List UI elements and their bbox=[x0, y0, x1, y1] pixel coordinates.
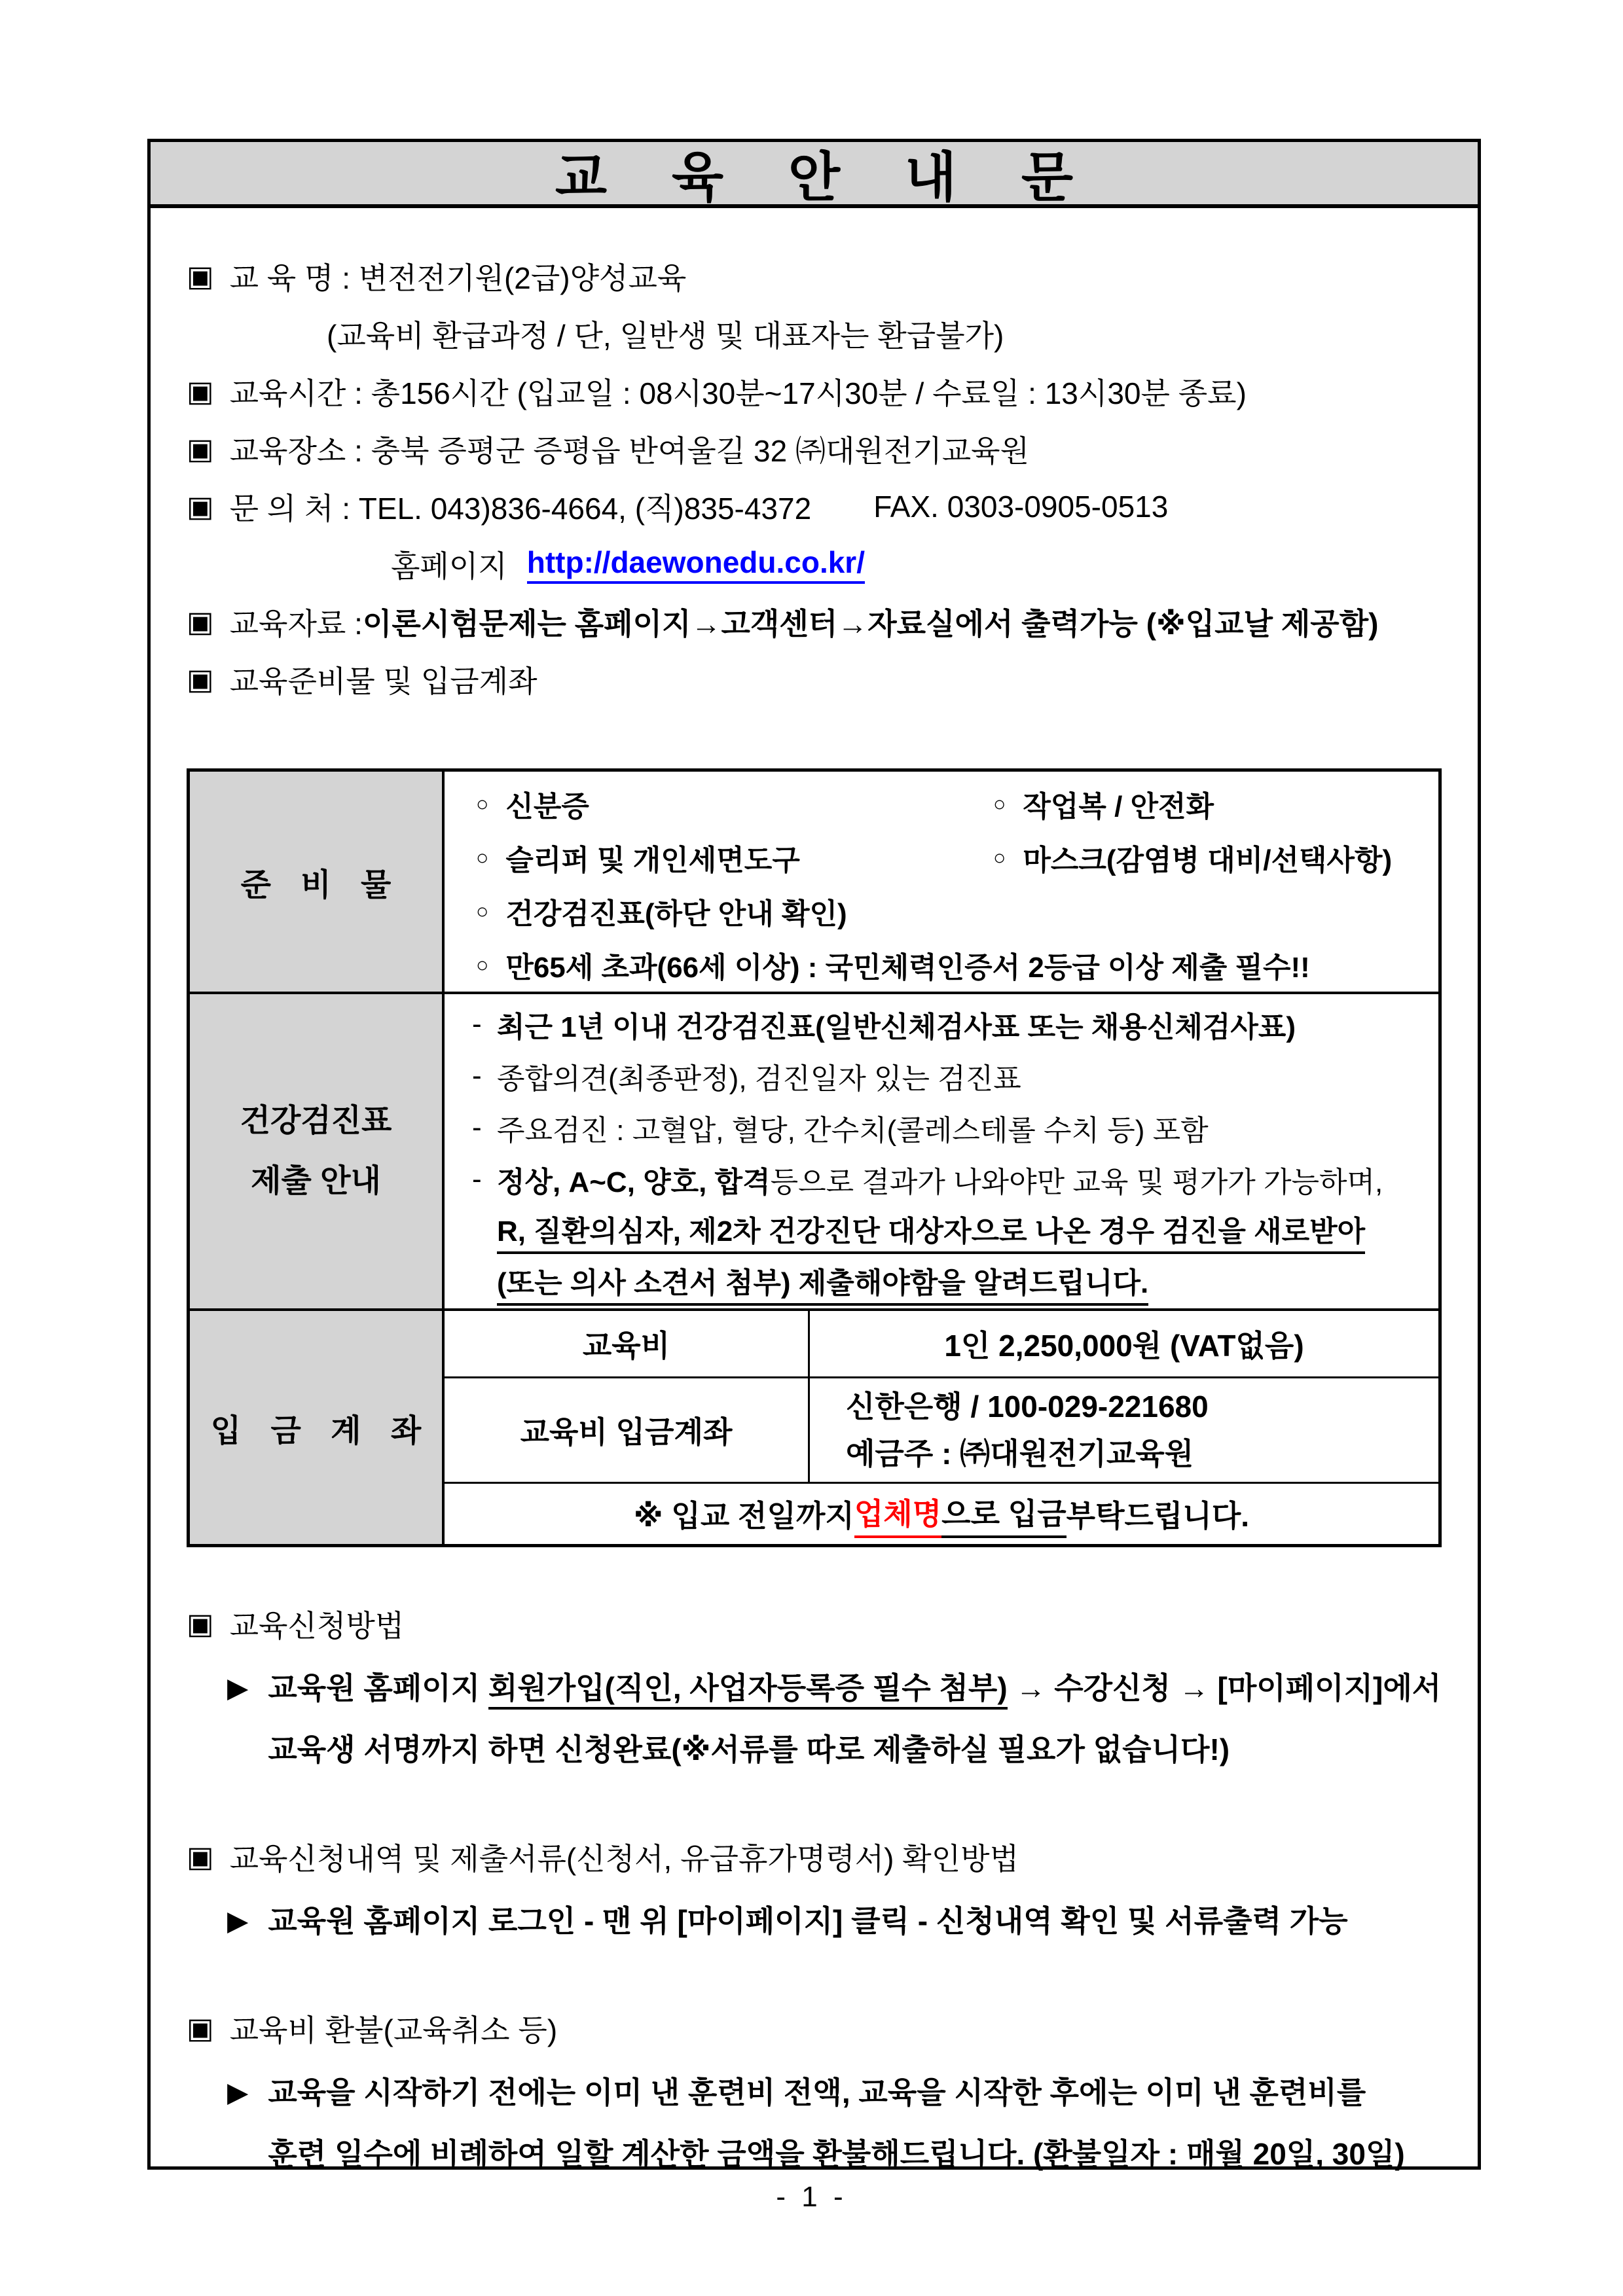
refund-heading-line bbox=[187, 1999, 1442, 2058]
check-heading-line bbox=[187, 1827, 1442, 1886]
section-refund bbox=[187, 1999, 1442, 2185]
apply-line2: 교육생 서명까지 하면 신청완료(※서류를 따로 제출하실 필요가 없습니다!) bbox=[268, 1732, 1230, 1767]
prep-account-heading: 교육준비물 및 입금계좌 bbox=[229, 664, 538, 698]
section-apply bbox=[187, 1594, 1442, 1780]
refund-heading: 교육비 환불(교육취소 등) bbox=[229, 2013, 558, 2047]
prep-item: 신분증 bbox=[505, 791, 589, 823]
course-time-line bbox=[187, 363, 1442, 420]
health-header-line1: 건강검진표 bbox=[240, 1103, 392, 1138]
prep-item-row bbox=[445, 831, 1438, 884]
health-detail-line bbox=[445, 1153, 1438, 1205]
check-line1: 교육원 홈페이지 로그인 - 맨 위 [마이페이지] 클릭 - 신청내역 확인 및 서류출력 가능 bbox=[268, 1904, 1348, 1938]
course-time: 교육시간 : 총156시간 (입교일 : 08시30분~17시30분 / 수료일 : 13시30분 종료) bbox=[229, 376, 1247, 410]
deposit-note-row bbox=[445, 1484, 1438, 1544]
section-marker-icon: ▣ bbox=[187, 1607, 214, 1640]
deposit-note-company: 업체명 bbox=[854, 1490, 941, 1538]
apply-heading: 교육신청방법 bbox=[229, 1609, 405, 1643]
apply-line1-post: → 수강신청 → [마이페이지]에서 bbox=[1007, 1671, 1442, 1705]
section-marker-icon: ▣ bbox=[187, 605, 214, 638]
bank-account-holder: 예금주 : ㈜대원전기교육원 bbox=[846, 1437, 1194, 1471]
fee-label-cell: 교육비 bbox=[445, 1311, 810, 1376]
bank-account-label-cell: 교육비 입금계좌 bbox=[445, 1378, 810, 1482]
prep-account-heading-line bbox=[187, 651, 1442, 708]
material-label: 교육자료 : bbox=[229, 607, 363, 641]
deposit-note bbox=[445, 1484, 1438, 1544]
course-name-line bbox=[187, 247, 1442, 305]
health-detail-line bbox=[445, 1205, 1438, 1257]
contact-fax: FAX. 0303-0905-0513 bbox=[873, 490, 1169, 524]
prep-header-cell: 준 비 물 bbox=[190, 772, 445, 992]
prep-item: 건강검진표(하단 안내 확인) bbox=[505, 898, 847, 930]
check-bullet bbox=[187, 1890, 1442, 1952]
document-frame bbox=[147, 139, 1481, 2170]
course-name-note-line bbox=[187, 305, 1442, 363]
health-detail-text-bold: 정상, A~C, 양호, 합격 bbox=[497, 1166, 771, 1198]
prep-item: 만65세 초과(66세 이상) : 국민체력인증서 2등급 이상 제출 필수!! bbox=[505, 952, 1310, 984]
fee-row bbox=[445, 1311, 1438, 1378]
apply-heading-line bbox=[187, 1594, 1442, 1653]
health-detail-text: 등으로 결과가 나와야만 교육 및 평가가 가능하며, bbox=[770, 1166, 1383, 1198]
prep-item-row bbox=[445, 884, 1438, 938]
apply-line1-underline: 회원가입(직인, 사업자등록증 필수 첨부) bbox=[488, 1671, 1008, 1710]
material-value: 이론시험문제는 홈페이지→고객센터→자료실에서 출력가능 (※입교날 제공함) bbox=[362, 607, 1379, 641]
health-detail-line bbox=[445, 1102, 1438, 1153]
prep-items-cell bbox=[445, 772, 1438, 992]
refund-bullet bbox=[187, 2062, 1442, 2185]
health-detail-line bbox=[445, 1050, 1438, 1102]
prep-item-row bbox=[445, 938, 1438, 992]
table-row-preparation bbox=[190, 772, 1438, 994]
bank-account-number: 신한은행 / 100-029-221680 bbox=[846, 1390, 1209, 1424]
prep-item-row bbox=[445, 777, 1438, 831]
circle-bullet-icon: ○ bbox=[476, 899, 489, 923]
prep-item: 슬리퍼 및 개인세면도구 bbox=[505, 844, 800, 876]
homepage-line bbox=[187, 535, 1442, 593]
apply-line1 bbox=[268, 1657, 1441, 1719]
section-check bbox=[187, 1827, 1442, 1952]
deposit-note-suffix: 부탁드립니다. bbox=[1066, 1499, 1250, 1533]
deposit-note-underline: 으로 입금 bbox=[941, 1490, 1067, 1538]
section-marker-icon: ▣ bbox=[187, 663, 214, 696]
health-detail-text: 주요검진 : 고혈압, 혈당, 간수치(콜레스테롤 수치 등) 포함 bbox=[497, 1114, 1209, 1147]
check-heading: 교육신청내역 및 제출서류(신청서, 유급휴가명령서) 확인방법 bbox=[229, 1842, 1019, 1876]
circle-bullet-icon: ○ bbox=[476, 952, 489, 977]
course-place-line bbox=[187, 420, 1442, 478]
health-detail-text-underline: (또는 의사 소견서 첨부) 제출해야함을 알려드립니다. bbox=[497, 1259, 1148, 1306]
health-detail-text: 종합의견(최종판정), 검진일자 있는 검진표 bbox=[497, 1062, 1021, 1095]
page-number: - 1 - bbox=[776, 2181, 847, 2213]
arrow-bullet-icon: ▶ bbox=[227, 1905, 249, 1936]
refund-line2: 훈련 일수에 비례하여 일할 계산한 금액을 환불해드립니다. (환불일자 : 매월 20일, 30일) bbox=[268, 2137, 1405, 2171]
health-detail-text-underline: R, 질환의심자, 제2차 건강진단 대상자으로 나온 경우 검진을 새로받아 bbox=[497, 1208, 1365, 1254]
section-marker-icon: ▣ bbox=[187, 2012, 214, 2045]
refund-bullet-text bbox=[268, 2062, 1404, 2185]
bank-account-value-cell bbox=[810, 1378, 1438, 1482]
course-name: 교 육 명 : 변전전기원(2급)양성교육 bbox=[229, 261, 687, 295]
table-row-bank-account bbox=[190, 1311, 1438, 1544]
dash-bullet-icon: - bbox=[472, 1111, 482, 1143]
prep-item: 마스크(감염병 대비/선택사항) bbox=[1023, 844, 1393, 876]
health-detail-line bbox=[445, 998, 1438, 1050]
table-row-health-check bbox=[190, 994, 1438, 1311]
homepage-label: 홈페이지 bbox=[391, 549, 507, 583]
refund-line1: 교육을 시작하기 전에는 이미 낸 훈련비 전액, 교육을 시작한 후에는 이미 낸 훈련비를 bbox=[268, 2075, 1366, 2109]
contact-line bbox=[187, 478, 1442, 535]
document-title: 교 육 안 내 문 bbox=[151, 142, 1478, 208]
section-marker-icon: ▣ bbox=[187, 433, 214, 465]
apply-bullet-text bbox=[268, 1657, 1441, 1780]
apply-bullet bbox=[187, 1657, 1442, 1780]
circle-bullet-icon: ○ bbox=[476, 845, 489, 869]
fee-value-cell: 1인 2,250,000원 (VAT없음) bbox=[944, 1329, 1304, 1363]
dash-bullet-icon: - bbox=[472, 1162, 482, 1195]
document-body bbox=[151, 208, 1478, 2185]
homepage-link[interactable]: http://daewonedu.co.kr/ bbox=[527, 545, 865, 584]
circle-bullet-icon: ○ bbox=[476, 791, 489, 816]
arrow-bullet-icon: ▶ bbox=[227, 2077, 249, 2108]
course-place: 교육장소 : 충북 증평군 증평읍 반여울길 32 ㈜대원전기교육원 bbox=[229, 434, 1030, 468]
health-header-cell bbox=[190, 994, 445, 1308]
health-detail-line bbox=[445, 1257, 1438, 1308]
dash-bullet-icon: - bbox=[472, 1059, 482, 1092]
deposit-note-prefix: ※ 입교 전일까지 bbox=[633, 1499, 854, 1533]
account-header-cell: 입 금 계 좌 bbox=[190, 1311, 445, 1544]
arrow-bullet-icon: ▶ bbox=[227, 1672, 249, 1703]
section-marker-icon: ▣ bbox=[187, 1840, 214, 1873]
dash-bullet-icon: - bbox=[472, 1007, 482, 1040]
circle-bullet-icon: ○ bbox=[993, 791, 1006, 816]
section-marker-icon: ▣ bbox=[187, 260, 214, 293]
course-name-note: (교육비 환급과정 / 단, 일반생 및 대표자는 환급불가) bbox=[327, 319, 1004, 353]
apply-line1-pre: 교육원 홈페이지 bbox=[268, 1671, 488, 1705]
health-detail-text: 최근 1년 이내 건강검진표(일반신체검사표 또는 채용신체검사표) bbox=[497, 1011, 1296, 1043]
bank-account-row bbox=[445, 1378, 1438, 1484]
prep-item: 작업복 / 안전화 bbox=[1023, 791, 1214, 823]
circle-bullet-icon: ○ bbox=[993, 845, 1006, 869]
section-marker-icon: ▣ bbox=[187, 490, 214, 523]
health-header-line2: 제출 안내 bbox=[251, 1164, 381, 1198]
material-line bbox=[187, 593, 1442, 651]
section-marker-icon: ▣ bbox=[187, 375, 214, 408]
contact-phone: 문 의 처 : TEL. 043)836-4664, (직)835-4372 bbox=[229, 492, 812, 526]
health-detail-cell bbox=[445, 994, 1438, 1308]
prep-account-table bbox=[187, 768, 1442, 1547]
check-bullet-text bbox=[268, 1890, 1347, 1952]
account-detail-cell bbox=[445, 1311, 1438, 1544]
